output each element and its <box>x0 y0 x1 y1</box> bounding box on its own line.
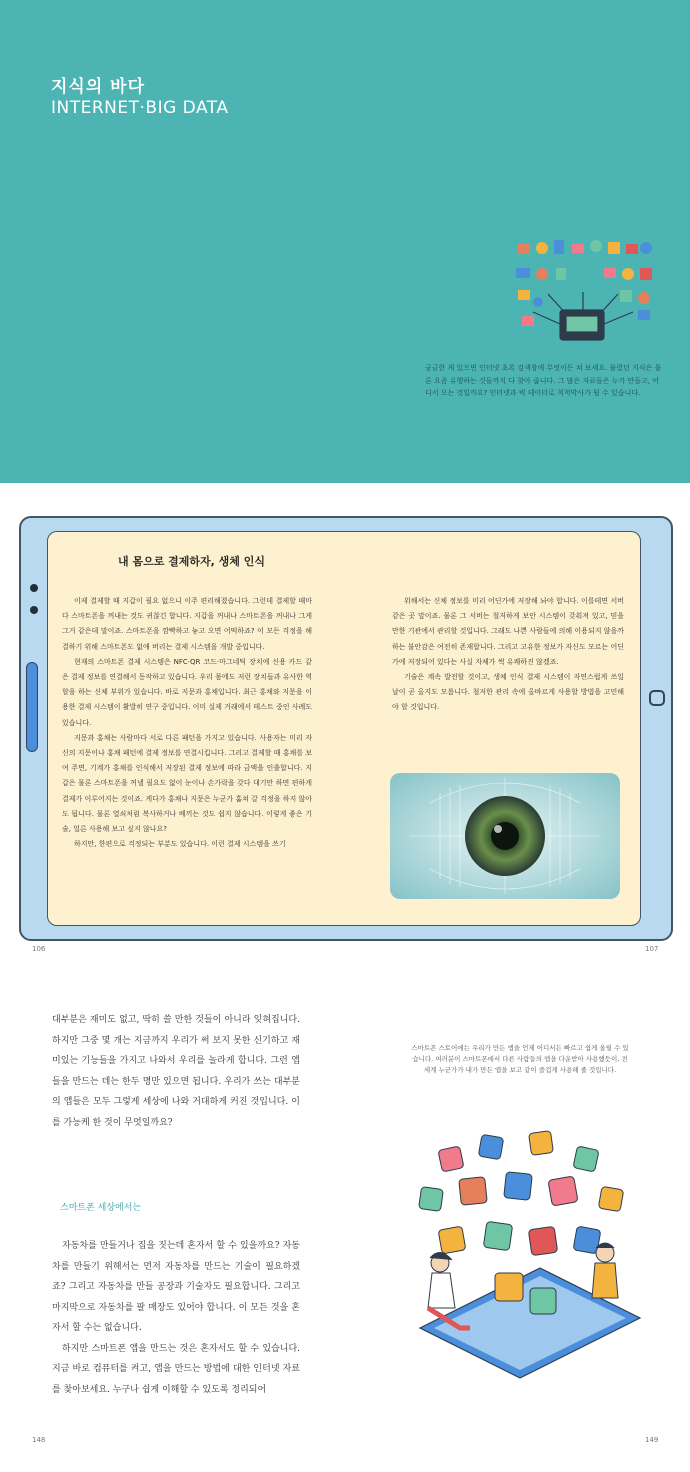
page-number: 148 <box>32 1436 46 1444</box>
article-right-column <box>392 594 624 716</box>
section-heading: 스마트폰 세상에서는 <box>60 1203 142 1213</box>
tablet-side-button <box>26 662 38 752</box>
article-paragraph: 하지만, 한편으로 걱정되는 부분도 있습니다. 이런 결제 시스템을 쓰기 <box>74 840 286 849</box>
internet-icons-illustration <box>508 232 658 352</box>
article-paragraph: 이제 결제할 때 지갑이 필요 없으니 이주 편리해졌습니다. 그런데 결제할 때마다 스마트폰을 꺼내는 것도 귀찮긴 합니다. 지갑을 꺼내나 스마트폰을 꺼내나 그게 그거 같은데 말이죠. 스마트폰을 깜빡하고 놓고 오면 어떡하죠? 이 모든 걱정을 해결하기 위해 스마트폰도 없애 버리는 결제 시스템을 개발 중입니다. <box>62 597 312 651</box>
article-title: 내 몸으로 결제하자, 생체 인식 <box>118 555 266 568</box>
iris-scan-image <box>390 773 620 899</box>
app-store-illustration <box>400 1128 650 1388</box>
page-number: 149 <box>645 1436 659 1444</box>
camera-dot <box>30 584 38 592</box>
page-number: 107 <box>645 945 659 953</box>
body-paragraph: 자동차를 만들거나 집을 짓는데 혼자서 할 수 있을까요? 자동차를 만들기 위해서는 먼저 자동차를 만드는 기술이 필요하겠죠? 그리고 자동차를 만들 공장과 기술자도 필요합니다. 그리고 마지막으로 자동차를 팔 매장도 있어야 합니다. 이 모든 것을 혼자서 할 수는 없습니다. <box>52 1241 300 1333</box>
chapter-intro-text: 궁금한 게 있으면 인터넷 초록 검색창에 무엇이든 쳐 보세요. 물렸던 지식은 물론 요즘 유행하는 것들까지 다 찾아 줍니다. 그 많은 자료들은 누가 만들고, 어디서 오는 것일까요? 인터넷과 빅 데이터로 척척박사가 될 수 있습니다. <box>425 364 662 397</box>
article-paragraph: 현재의 스마트폰 결제 시스템은 NFC·QR 코드·마그네틱 장치에 신용 카드 같은 결제 정보를 연결해서 동작하고 있습니다. 우리 몸에도 저런 장치들과 유사한 역할을 하는 신체 부위가 있습니다. 바로 지문과 홍채입니다. 최근 홍채와 지문을 이용한 결제 시스템이 활발히 연구 중입니다. 이미 실제 거래에서 테스트 중인 사례도 있습니다. <box>62 657 312 727</box>
body-text-section <box>52 1236 300 1400</box>
body-text-intro <box>52 1010 300 1133</box>
tablet-home-button <box>649 690 665 706</box>
body-paragraph: 하지만 스마트폰 앱을 만드는 것은 혼자서도 할 수 있습니다. 지금 바로 컴퓨터를 켜고, 앱을 만드는 방법에 대한 인터넷 자료를 찾아보세요. 누구나 쉽게 이해할 수 있도록 정리되어 <box>52 1343 300 1395</box>
chapter-subtitle: INTERNET·BIG DATA <box>51 98 229 118</box>
article-left-column <box>62 594 312 852</box>
sensor-dot <box>30 606 38 614</box>
article-paragraph: 기술은 계속 발전할 것이고, 생체 인식 결제 시스템이 자연스럽게 쓰일 날이 곧 올지도 모릅니다. 철저한 관리 속에 올바르게 사용할 방법을 고민해야 할 것입니다. <box>392 673 624 712</box>
article-paragraph: 지문과 홍채는 사람마다 서로 다른 패턴을 가지고 있습니다. 사용자는 미리 자신의 지문이나 홍채 패턴에 결제 정보를 연결시킵니다. 그리고 결제할 때 홍채를 보여 주면, 기계가 홍채를 인식해서 저장된 결제 정보에 따라 금액을 인출합니다. 지갑은 물론 스마트폰을 꺼낼 필요도 없이 눈이나 손가락을 갖다 대기만 하면 편하게 결제가 이루어지는 것이죠. 게다가 홍채나 지문은 누군가 훔쳐 갈 걱정을 하지 않아도 됩니다. 물론 열쇠처럼 복사하거나 베끼는 것도 쉽지 않습니다. 이렇게 좋은 기술, 얼른 사용해 보고 싶지 않나요? <box>62 733 312 834</box>
chapter-title: 지식의 바다 <box>51 77 146 97</box>
body-paragraph: 대부분은 재미도 없고, 딱히 쓸 만한 것들이 아니라 잊혀집니다. 하지만 그중 몇 개는 지금까지 우리가 써 보지 못한 신기하고 재미있는 기능들을 가지고 나와서 우리를 놀라게 합니다. 그런 앱들을 만드는 데는 한두 명만 있으면 됩니다. 우리가 쓰는 대부분의 앱들은 모두 그렇게 세상에 나와 거대하게 커진 것입니다. 이를 가능케 한 것이 무엇일까요? <box>52 1015 300 1128</box>
page-number: 106 <box>32 945 46 953</box>
handwritten-caption: 스마트폰 스토어에는 우리가 만든 앱을 언제 어디서든 빠르고 쉽게 올릴 수 있습니다. 여러분이 스마트폰에서 다른 사람들의 앱을 다운받아 사용했듯이, 전 세계 누군가가 내가 만든 앱을 보고 같이 즐겁게 사용해 줄 것입니다. <box>411 1044 629 1074</box>
article-paragraph: 위해서는 신체 정보를 미리 어딘가에 저장해 놔야 합니다. 이를테면 서버 같은 곳 말이죠. 물론 그 서버는 철저하게 보안 시스템이 갖춰져 있고, 믿을 만한 기관에서 관리할 것입니다. 그래도 나쁜 사람들에 의해 이용되지 않을까 하는 불안감은 여전히 존재합니다. 그리고 고유한 정보가 자신도 모르는 어딘가에 저장되어 있다는 사실 자체가 썩 유쾌하진 않겠죠. <box>392 597 624 666</box>
